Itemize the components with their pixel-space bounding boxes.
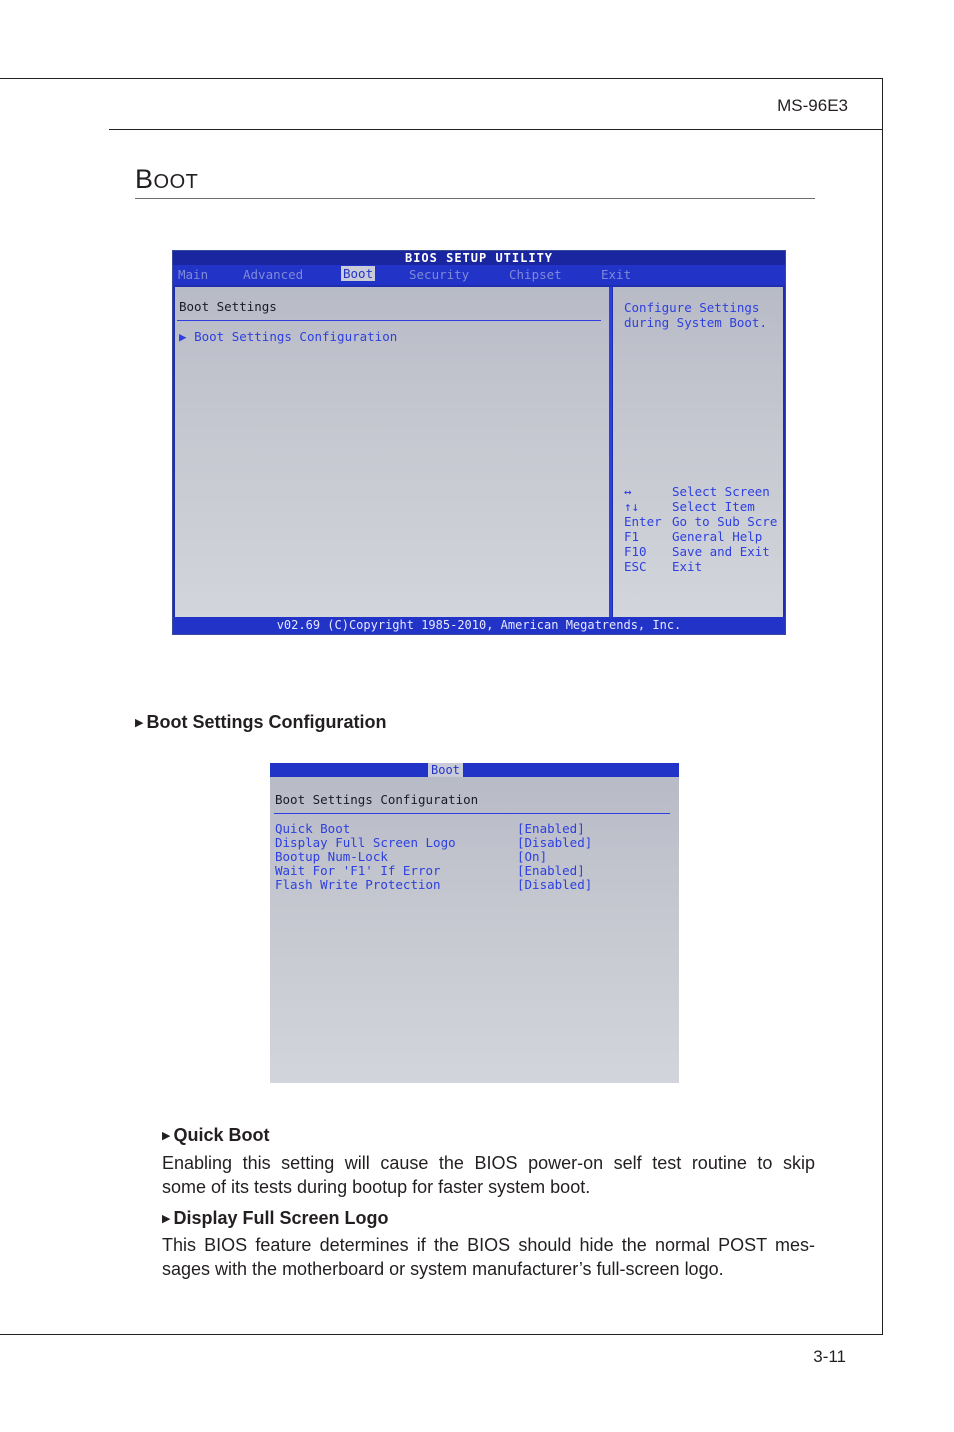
bios-submenu-label: Boot Settings Configuration <box>194 329 398 344</box>
bios-option-wait-f1[interactable] <box>275 863 675 878</box>
bios-submenu-boot-settings[interactable] <box>179 329 397 344</box>
bios-key-row <box>624 544 784 559</box>
description-line: some of its tests during bootup for faster system boot. <box>162 1177 591 1197</box>
section-title-cap: B <box>135 164 154 194</box>
quick-boot-heading <box>162 1125 269 1146</box>
bios-key-esc: ESC <box>624 559 647 574</box>
bios-option-num-lock[interactable] <box>275 849 675 864</box>
option-value: [Enabled] <box>517 863 585 878</box>
bios-key-arrows-lr: ↔ <box>624 484 632 499</box>
quick-boot-description <box>162 1151 815 1199</box>
bios-key-action: Save and Exit <box>672 544 770 559</box>
full-screen-logo-heading <box>162 1208 389 1229</box>
bios-key-enter: Enter <box>624 514 662 529</box>
bios-menu-main[interactable]: Main <box>178 267 209 282</box>
bios-config-heading: Boot Settings Configuration <box>275 792 479 807</box>
bios-menu-advanced[interactable]: Advanced <box>243 267 304 282</box>
bios-menu-security[interactable]: Security <box>409 267 470 282</box>
bios-key-action: Exit <box>672 559 703 574</box>
option-label: Quick Boot <box>275 821 351 836</box>
bios-key-arrows-ud: ↑↓ <box>624 499 640 514</box>
option-value: [Enabled] <box>517 821 585 836</box>
bios-key-action: Select Item <box>672 499 755 514</box>
bios-top-bar <box>270 763 679 777</box>
bios-screen-main <box>172 250 786 635</box>
triangle-bullet-icon: ▶ <box>162 1213 171 1225</box>
right-margin-rule <box>882 78 883 1335</box>
option-value: [On] <box>517 849 548 864</box>
bios-title-bar: BIOS SETUP UTILITY <box>173 251 785 265</box>
option-label: Wait For 'F1' If Error <box>275 863 441 878</box>
section-title-rule <box>135 198 815 199</box>
bios-copyright-bar: v02.69 (C)Copyright 1985-2010, American Megatrends, Inc. <box>173 617 785 634</box>
bios-help-line: during System Boot. <box>624 315 767 330</box>
bios-menu-boot[interactable]: Boot <box>343 266 374 281</box>
bios-help-line: Configure Settings <box>624 300 760 315</box>
bios-pane-divider <box>609 287 612 617</box>
bios-left-heading: Boot Settings <box>179 299 277 314</box>
description-line: sages with the motherboard or system manufacturer’s full-screen logo. <box>162 1259 724 1279</box>
bios-key-row <box>624 514 786 529</box>
option-value: [Disabled] <box>517 877 593 892</box>
bios-config-rule <box>274 813 670 814</box>
page-number: 3-11 <box>813 1347 846 1366</box>
bios-key-action: General Help <box>672 529 763 544</box>
bios-key-row <box>624 559 784 574</box>
bios-key-f1: F1 <box>624 529 640 544</box>
full-screen-logo-description <box>162 1233 815 1281</box>
description-line: This BIOS feature determines if the BIOS should hide the normal POST mes- <box>162 1235 815 1255</box>
bios-option-quick-boot[interactable] <box>275 821 675 836</box>
bios-left-rule <box>177 320 601 321</box>
bios-key-row <box>624 484 784 499</box>
option-value: [Disabled] <box>517 835 593 850</box>
bios-key-action: Go to Sub Scre <box>672 514 778 529</box>
item-title: Quick Boot <box>173 1125 270 1145</box>
bios-tab-boot[interactable]: Boot <box>428 763 463 777</box>
bios-option-full-screen-logo[interactable] <box>275 835 675 850</box>
section-title <box>135 164 198 195</box>
triangle-bullet-icon: ▶ <box>135 717 144 729</box>
bios-menu-chipset[interactable]: Chipset <box>509 267 562 282</box>
option-label: Flash Write Protection <box>275 877 441 892</box>
bios-key-row <box>624 499 784 514</box>
triangle-bullet-icon: ▶ <box>162 1130 171 1142</box>
boot-settings-config-heading <box>135 712 386 733</box>
section-title-rest: OOT <box>153 171 199 193</box>
bios-screen-boot-config <box>270 763 679 1083</box>
top-rule <box>0 78 883 79</box>
bios-key-f10: F10 <box>624 544 647 559</box>
option-label: Display Full Screen Logo <box>275 835 456 850</box>
submenu-arrow-icon: ▶ <box>179 329 195 344</box>
bios-option-flash-protect[interactable] <box>275 877 675 892</box>
description-line: Enabling this setting will cause the BIOS power-on self test routine to skip <box>162 1153 815 1173</box>
option-label: Bootup Num-Lock <box>275 849 388 864</box>
bios-menu-exit[interactable]: Exit <box>601 267 632 282</box>
model-label: MS-96E3 <box>777 96 848 115</box>
bottom-rule <box>0 1334 883 1335</box>
heading-text: Boot Settings Configuration <box>146 712 387 732</box>
bios-key-row <box>624 529 784 544</box>
bios-key-action: Select Screen <box>672 484 770 499</box>
item-title: Display Full Screen Logo <box>173 1208 389 1228</box>
header-rule <box>109 129 883 130</box>
